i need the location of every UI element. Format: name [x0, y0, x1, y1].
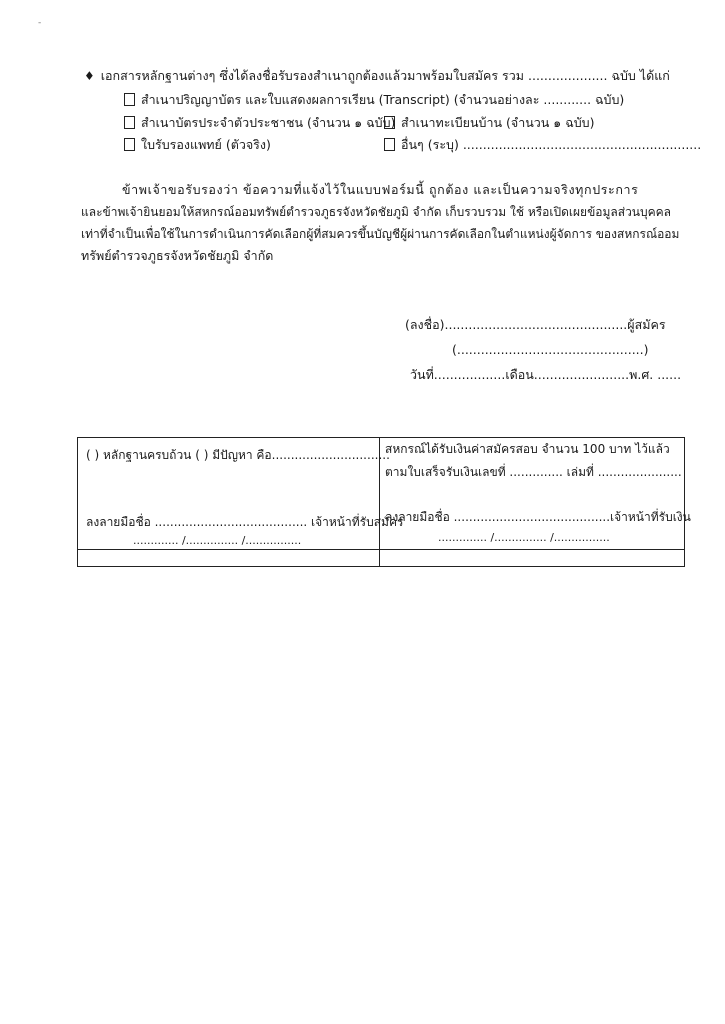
corner-mark: - — [38, 18, 42, 28]
applicant-signature-line: (ลงชื่อ)..............................................ผู้สมัคร — [405, 317, 666, 332]
document-check-line: ( ) หลักฐานครบถ้วน ( ) มีปัญหา คือ............................... — [86, 448, 390, 462]
declaration-line-3: เท่าที่จำเป็นเพื่อใช้ในการดำเนินการคัดเลือกผู้ที่สมควรขึ้นบัญชีผู้ผ่านการคัดเลือกในตำแหน่งผู้จัดการ ของสหกรณ์ออม — [81, 227, 680, 241]
registrar-date-line: ............. /............... /................ — [133, 534, 302, 547]
declaration-line-1: ข้าพเจ้าขอรับรองว่า ข้อความที่แจ้งไว้ในแบบฟอร์มนี้ ถูกต้อง และเป็นความจริงทุกประการ — [122, 182, 639, 197]
cashier-date-line: .............. /............... /................ — [438, 531, 610, 544]
id-card-row — [124, 115, 395, 131]
other-checkbox[interactable] — [384, 138, 395, 151]
id-card-label: สำเนาบัตรประจำตัวประชาชน (จำนวน ๑ ฉบับ) — [141, 115, 396, 130]
other-row — [384, 137, 701, 153]
cashier-signature-line: ลงลายมือชื่อ .........................................เจ้าหน้าที่รับเงิน — [385, 510, 691, 524]
applicant-name-line: (...............................................) — [452, 342, 649, 357]
degree-label: สำเนาปริญญาบัตร และใบแสดงผลการเรียน (Transcript) (จำนวนอย่างละ ............ ฉบับ) — [141, 92, 625, 107]
degree-row — [124, 92, 624, 108]
documents-intro: เอกสารหลักฐานต่างๆ ซึ่งได้ลงชื่อรับรองสำเนาถูกต้องแล้วมาพร้อมใบสมัคร รวม .................... ฉบับ ได้แก่ — [100, 68, 670, 83]
fee-received-line: สหกรณ์ได้รับเงินค่าสมัครสอบ จำนวน 100 บาท ไว้แล้ว — [385, 442, 670, 456]
house-reg-label: สำเนาทะเบียนบ้าน (จำนวน ๑ ฉบับ) — [401, 115, 595, 130]
degree-checkbox[interactable] — [124, 93, 135, 106]
house-reg-checkbox[interactable] — [384, 116, 395, 129]
declaration-line-2: และข้าพเจ้ายินยอมให้สหกรณ์ออมทรัพย์ตำรวจภูธรจังหวัดชัยภูมิ จำกัด เก็บรวบรวม ใช้ หรือเปิดเผยข้อมูลส่วนบุคคล — [81, 205, 672, 219]
registrar-signature-line: ลงลายมือชื่อ ........................................ เจ้าหน้าที่รับสมัคร — [86, 515, 404, 529]
office-use-table — [77, 437, 691, 567]
application-date-line: วันที่..................เดือน........................พ.ศ. ...... — [410, 367, 682, 382]
receipt-number-line: ตามใบเสร็จรับเงินเลขที่ .............. เล่มที่ ...................... — [385, 465, 682, 479]
medical-checkbox[interactable] — [124, 138, 135, 151]
medical-row — [124, 137, 271, 153]
other-label: อื่นๆ (ระบุ) ............................................................ — [401, 137, 702, 152]
diamond-icon: ♦ — [84, 69, 95, 83]
medical-label: ใบรับรองแพทย์ (ตัวจริง) — [141, 137, 271, 152]
documents-intro-row — [84, 68, 670, 84]
house-reg-row — [384, 115, 594, 131]
declaration-line-4: ทรัพย์ตำรวจภูธรจังหวัดชัยภูมิ จำกัด — [81, 248, 274, 263]
table-divider-horizontal — [78, 549, 684, 550]
id-card-checkbox[interactable] — [124, 116, 135, 129]
